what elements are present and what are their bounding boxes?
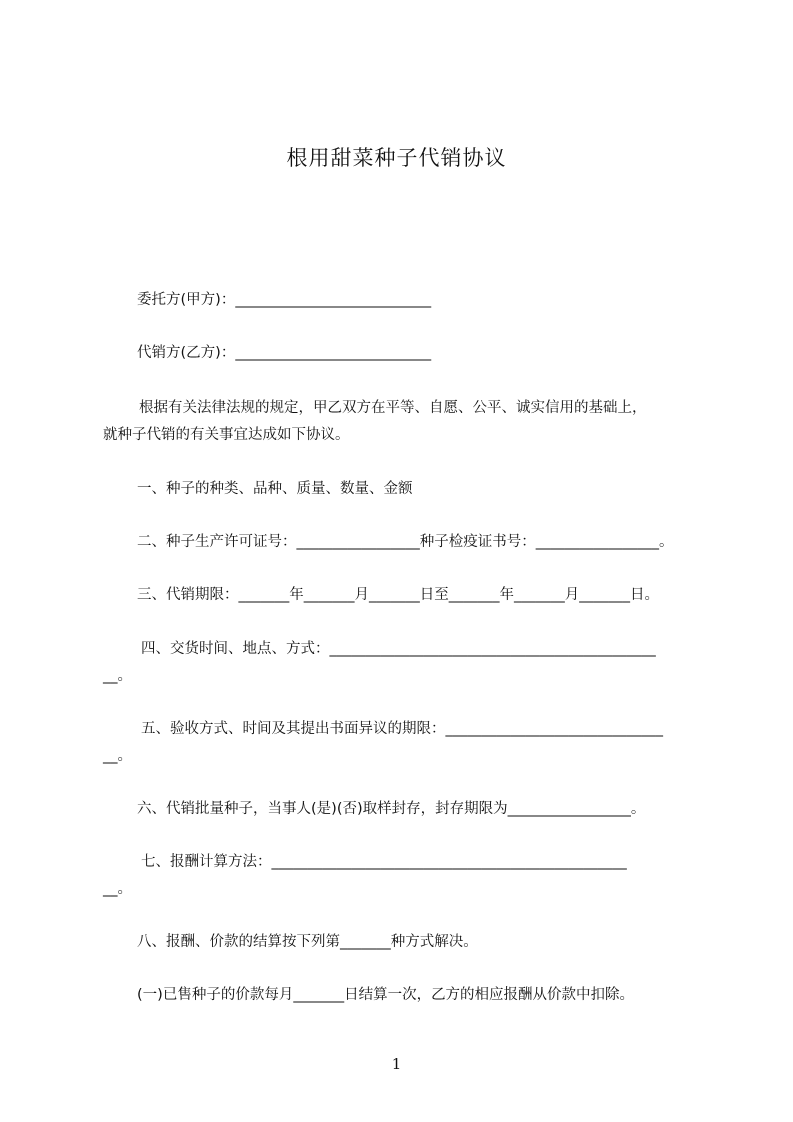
preamble-line-2: 就种子代销的有关事宜达成如下协议。 bbox=[103, 427, 350, 443]
clause-8: 八、报酬、价款的结算按下列第_______种方式解决。 bbox=[137, 934, 478, 950]
party-a-line: 委托方(甲方)：___________________________ bbox=[137, 292, 432, 308]
document-title: 根用甜菜种子代销协议 bbox=[286, 146, 507, 170]
clause-2: 二、种子生产许可证号：_________________种子检疫证书号：_________________。 bbox=[137, 534, 674, 550]
clause-7-continuation: __。 bbox=[103, 881, 132, 897]
page-number: 1 bbox=[391, 1055, 402, 1073]
clause-4-continuation: __。 bbox=[103, 668, 132, 684]
clause-4: 四、交货时间、地点、方式：_____________________________________________ bbox=[141, 641, 656, 657]
clause-8-option-1: (一)已售种子的价款每月_______日结算一次，乙方的相应报酬从价款中扣除。 bbox=[137, 987, 635, 1003]
clause-7: 七、报酬计算方法：_________________________________________________ bbox=[141, 854, 627, 870]
clause-3: 三、代销期限：_______年_______月_______日至_______年_______月_______日。 bbox=[137, 587, 659, 603]
clause-5-continuation: __。 bbox=[103, 748, 132, 764]
clause-5: 五、验收方式、时间及其提出书面异议的期限：______________________________ bbox=[141, 721, 663, 737]
clause-6: 六、代销批量种子，当事人(是)(否)取样封存，封存期限为_________________。 bbox=[137, 801, 646, 817]
clause-1: 一、种子的种类、品种、质量、数量、金额 bbox=[137, 481, 413, 497]
preamble-line-1: 根据有关法律法规的规定，甲乙双方在平等、自愿、公平、诚实信用的基础上， bbox=[139, 400, 647, 416]
party-b-line: 代销方(乙方)：___________________________ bbox=[137, 345, 432, 361]
